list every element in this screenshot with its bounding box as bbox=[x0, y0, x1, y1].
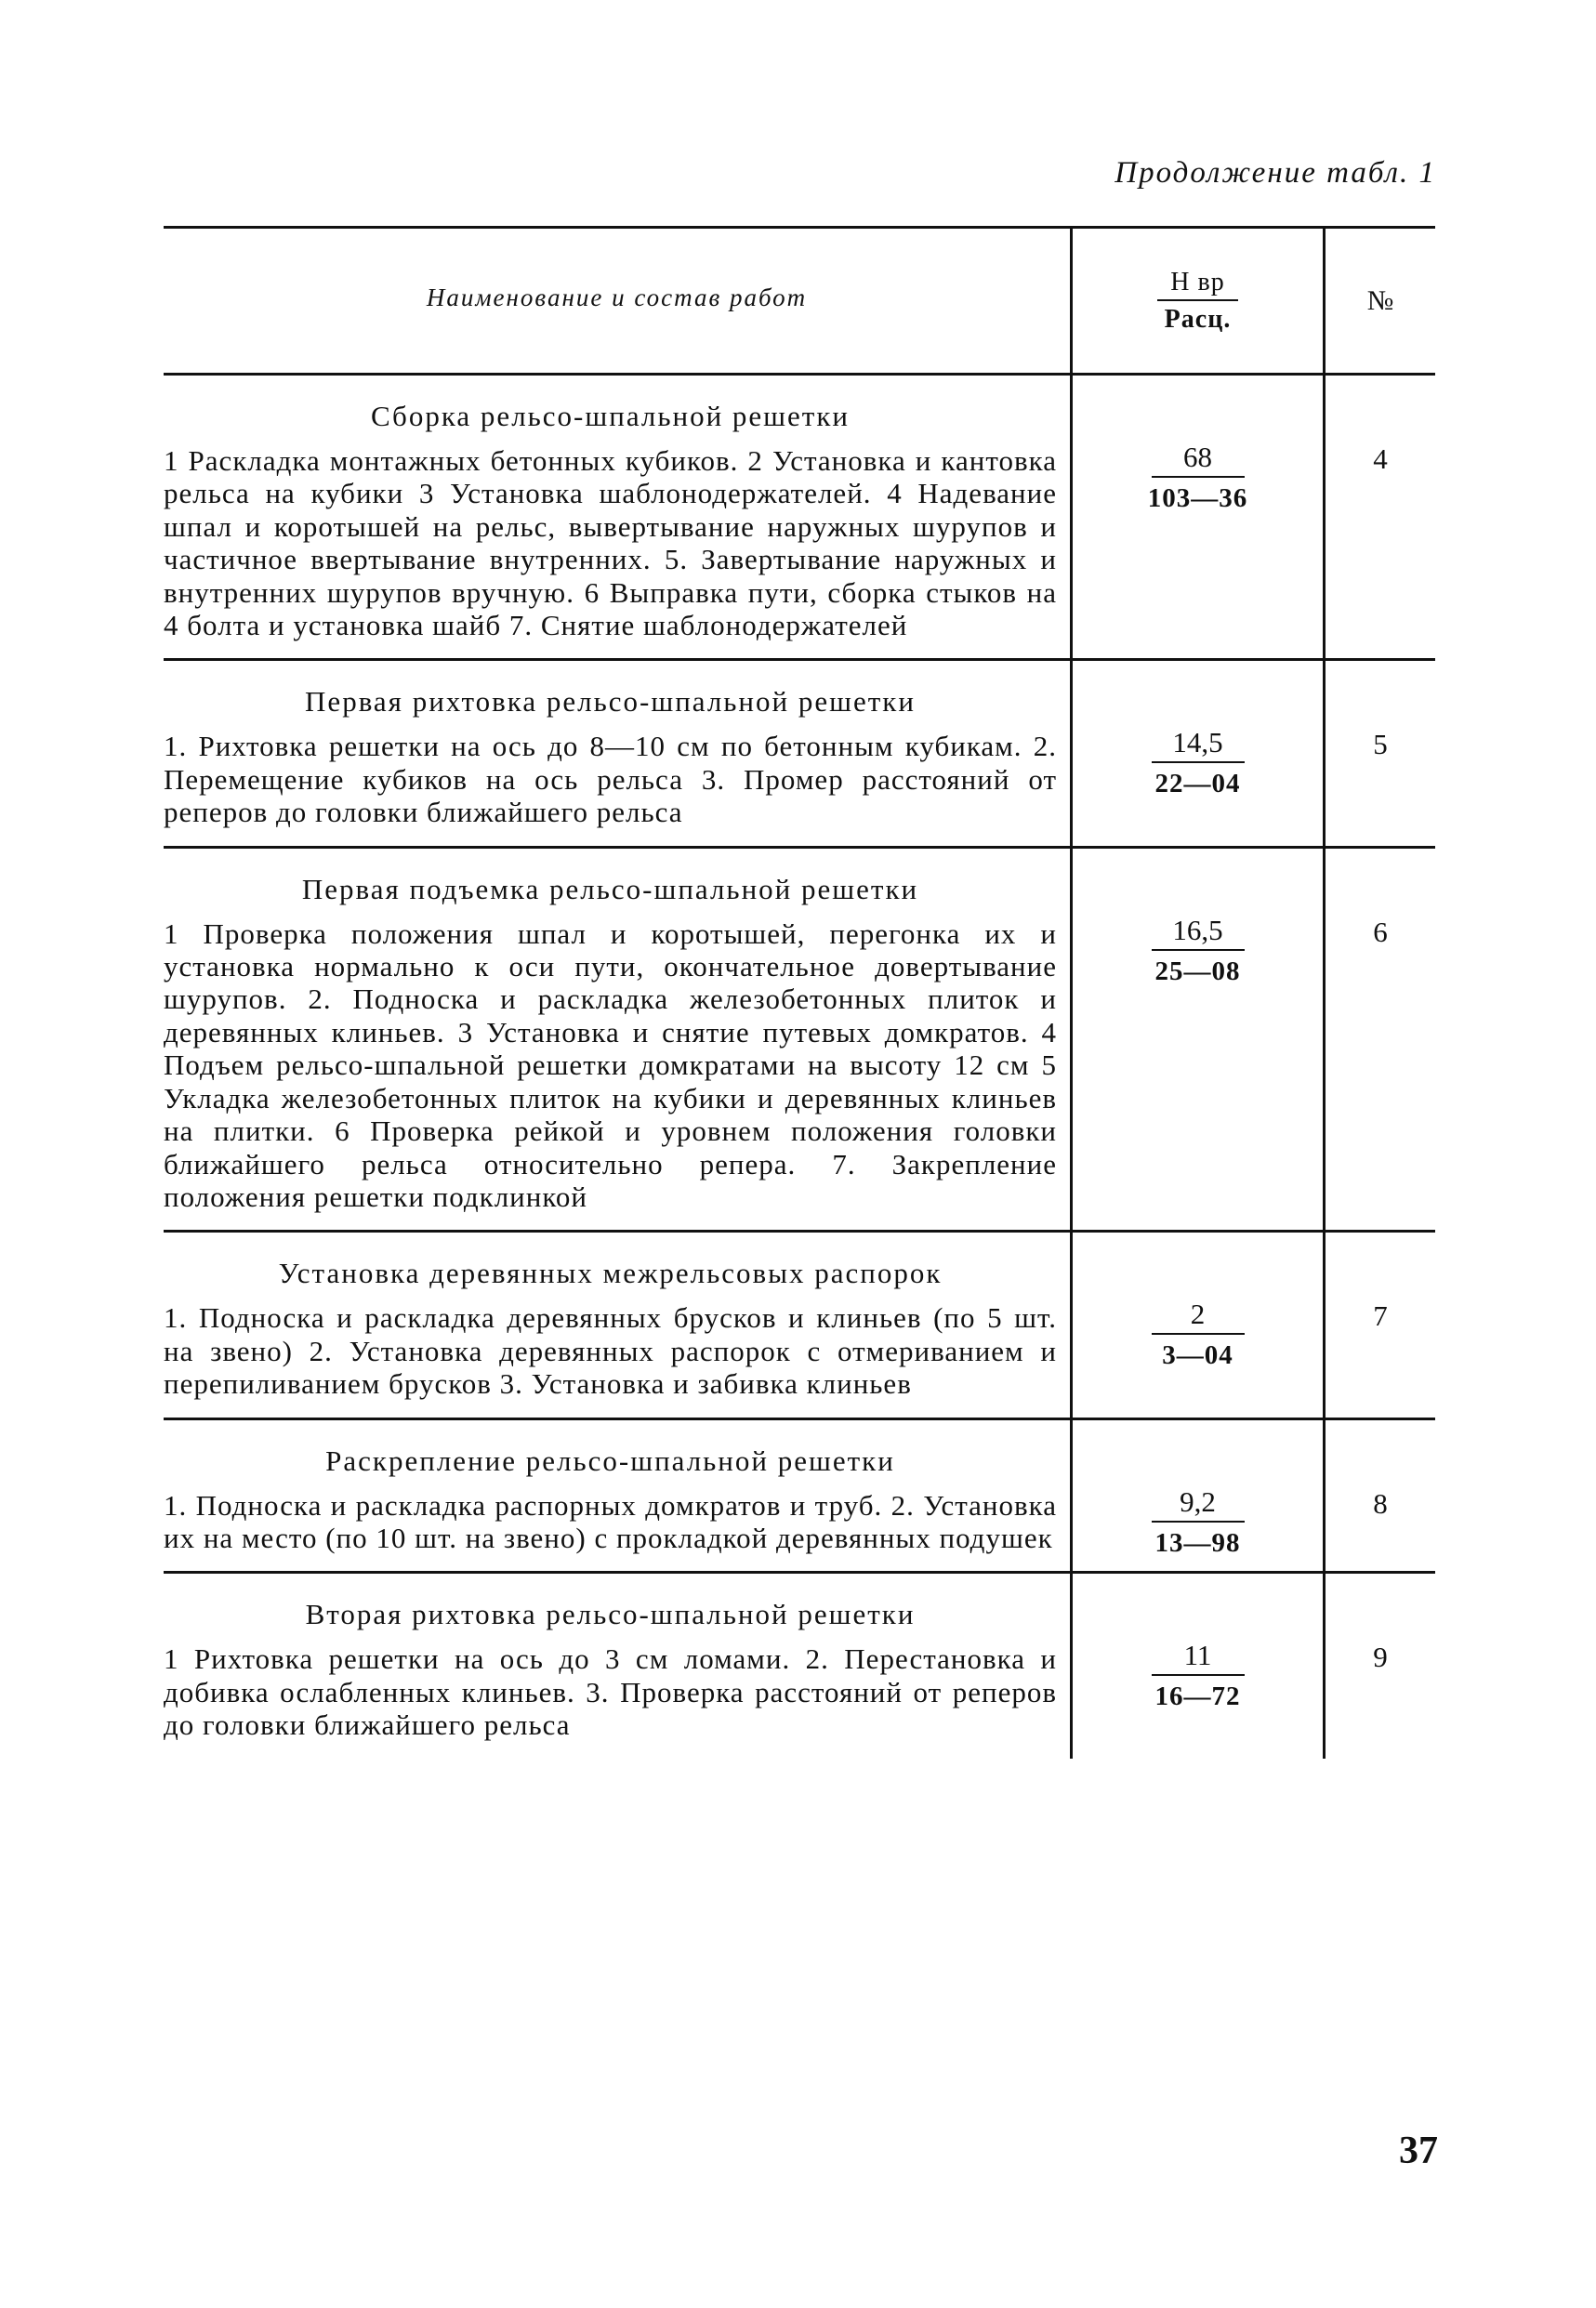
work-steps: 1. Подноска и раскладка деревянных брусков и клиньев (по 5 шт. на звено) 2. Установка деревянных распорок с отмериванием и перепиливанием брусков 3. Установка и забивка клиньев bbox=[164, 1301, 1057, 1401]
row-number: 4 bbox=[1373, 442, 1388, 475]
table-row bbox=[164, 849, 1435, 1233]
rate-value: 22—04 bbox=[1154, 769, 1241, 799]
rate-value: 103—36 bbox=[1147, 483, 1248, 513]
rate-value: 3—04 bbox=[1162, 1340, 1233, 1371]
rate-value: 16—72 bbox=[1154, 1682, 1241, 1712]
work-steps: 1. Подноска и раскладка распорных домкратов и труб. 2. Установка их на место (по 10 шт. на звено) с прокладкой деревянных подушек bbox=[164, 1488, 1057, 1554]
table-row bbox=[164, 1420, 1435, 1575]
work-steps: 1. Рихтовка решетки на ось до 8—10 см по бетонным кубикам. 2. Перемещение кубиков на ось рельса 3. Промер расстояний от реперов до головки ближайшего рельса bbox=[164, 730, 1057, 829]
continuation-label: Продолжение табл. 1 bbox=[1115, 156, 1436, 190]
work-description bbox=[164, 1233, 1073, 1417]
rate-value: 25—08 bbox=[1154, 956, 1241, 986]
row-number: 7 bbox=[1373, 1299, 1388, 1333]
header-norm-rate bbox=[1073, 229, 1326, 373]
work-description bbox=[164, 661, 1073, 845]
norm-rate-cell bbox=[1073, 1420, 1326, 1572]
work-description bbox=[164, 376, 1073, 658]
header-norm: Н вр bbox=[1157, 268, 1237, 301]
row-number: 6 bbox=[1373, 915, 1388, 948]
work-title: Первая рихтовка рельсо-шпальной решетки bbox=[305, 685, 916, 719]
time-norm: 9,2 bbox=[1152, 1485, 1245, 1523]
table-row bbox=[164, 661, 1435, 848]
norm-rate-cell bbox=[1073, 661, 1326, 845]
table-row bbox=[164, 1574, 1435, 1758]
table-header bbox=[164, 229, 1435, 376]
norm-rate-cell bbox=[1073, 1574, 1326, 1758]
work-description bbox=[164, 849, 1073, 1231]
work-title: Вторая рихтовка рельсо-шпальной решетки bbox=[305, 1598, 916, 1631]
time-norm: 11 bbox=[1152, 1639, 1245, 1676]
header-rate: Расц. bbox=[1164, 304, 1232, 334]
norm-rate-cell bbox=[1073, 376, 1326, 658]
table-row bbox=[164, 1233, 1435, 1419]
norm-rate-cell bbox=[1073, 849, 1326, 1231]
row-number: 9 bbox=[1373, 1641, 1388, 1674]
row-number: 5 bbox=[1373, 728, 1388, 761]
time-norm: 16,5 bbox=[1152, 914, 1245, 951]
page-number: 37 bbox=[1399, 2130, 1438, 2172]
norm-rate-cell bbox=[1073, 1233, 1326, 1417]
work-title: Сборка рельсо-шпальной решетки bbox=[371, 400, 850, 432]
table-row bbox=[164, 376, 1435, 661]
work-title: Установка деревянных межрельсовых распорок bbox=[278, 1257, 943, 1290]
row-number: 8 bbox=[1373, 1486, 1388, 1520]
time-norm: 14,5 bbox=[1152, 726, 1245, 763]
work-description bbox=[164, 1574, 1073, 1758]
work-title: Раскрепление рельсо-шпальной решетки bbox=[325, 1444, 895, 1477]
header-number: № bbox=[1366, 284, 1394, 316]
work-steps: 1 Проверка положения шпал и коротышей, перегонка их и установка нормально к оси пути, окончательное довертывание шурупов. 2. Подноска и раскладка железобетонных плиток и деревянных клиньев. 3 Установка и снятие путевых домкратов. 4 Подъем рельсо-шпальной решетки домкратами на высоту 12 см 5 Укладка железобетонных плиток на кубики и деревянных клиньев на плитки. 6 Проверка рейкой и уровнем положения головки ближайшего рельса относительно репера. 7. Закрепление положения решетки подклинкой bbox=[164, 917, 1057, 1213]
header-work-name: Наименование и состав работ bbox=[164, 229, 1073, 373]
work-norms-table bbox=[164, 226, 1435, 1759]
work-description bbox=[164, 1420, 1073, 1572]
work-title: Первая подъемка рельсо-шпальной решетки bbox=[301, 872, 919, 905]
work-steps: 1 Рихтовка решетки на ось до 3 см ломами. 2. Перестановка и добивка ослабленных клиньев. 3. Проверка расстояний от реперов до головки ближайшего рельса bbox=[164, 1642, 1057, 1742]
time-norm: 2 bbox=[1152, 1298, 1245, 1335]
work-steps: 1 Раскладка монтажных бетонных кубиков. 2 Установка и кантовка рельса на кубики 3 Установка шаблонодержателей. 4 Надевание шпал и коротышей на рельс, вывертывание наружных шурупов и частичное ввертывание внутренних. 5. Завертывание наружных и внутренних шурупов вручную. 6 Выправка пути, сборка стыков на 4 болта и установка шайб 7. Снятие шаблонодержателей bbox=[164, 444, 1057, 642]
rate-value: 13—98 bbox=[1154, 1527, 1241, 1558]
time-norm: 68 bbox=[1152, 441, 1245, 478]
